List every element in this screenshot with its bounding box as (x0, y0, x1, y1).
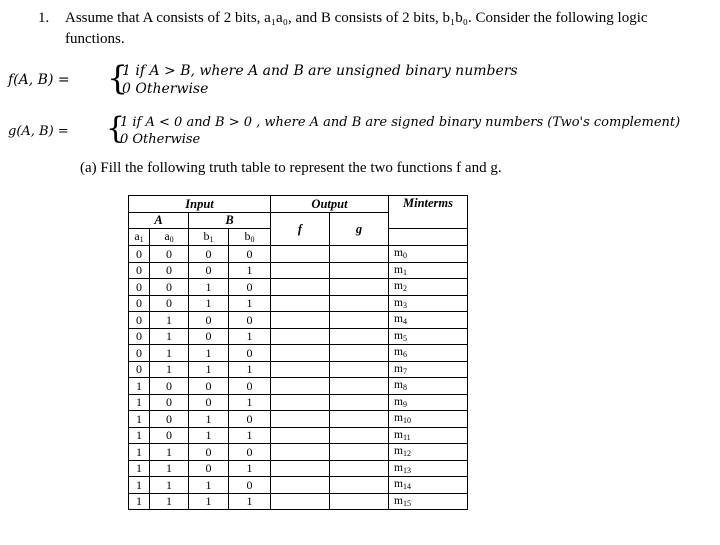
bit-cell-a0: 0 (150, 279, 189, 296)
bit-cell-b0: 0 (229, 378, 271, 395)
bit-cell-a1: 1 (129, 477, 150, 494)
b-group-header: B (189, 212, 271, 229)
minterm-cell: m9 (389, 394, 468, 411)
table-row (129, 394, 468, 411)
bit-column-header-a1: a1 (129, 229, 150, 246)
minterm-cell: m6 (389, 345, 468, 362)
question-body: Assume that A consists of 2 bits, a₁a₀, and B consists of 2 bits, b₁b₀. Consider the following logic functions. (65, 10, 648, 47)
bit-cell-b0: 1 (229, 427, 271, 444)
bit-cell-b1: 0 (189, 394, 229, 411)
bit-cell-b0: 1 (229, 394, 271, 411)
f-output-cell[interactable] (271, 295, 330, 312)
bit-cell-b0: 0 (229, 444, 271, 461)
bit-cell-b1: 1 (189, 295, 229, 312)
bit-cell-a0: 1 (150, 460, 189, 477)
bit-cell-a0: 0 (150, 394, 189, 411)
g-output-cell[interactable] (330, 262, 389, 279)
f-output-cell[interactable] (271, 279, 330, 296)
bit-cell-b0: 0 (229, 345, 271, 362)
minterm-cell: m2 (389, 279, 468, 296)
bit-cell-b0: 0 (229, 312, 271, 329)
g-output-cell[interactable] (330, 345, 389, 362)
bit-cell-a0: 0 (150, 411, 189, 428)
bit-column-header-a0: a0 (150, 229, 189, 246)
bit-cell-b0: 1 (229, 460, 271, 477)
g-case-1: 1 if A < 0 and B > 0 , where A and B are signed binary numbers (Two's complement) (120, 115, 681, 130)
table-row (129, 493, 468, 510)
bit-cell-b0: 1 (229, 262, 271, 279)
bit-cell-b1: 1 (189, 427, 229, 444)
f-output-cell[interactable] (271, 493, 330, 510)
question-text (38, 8, 698, 50)
input-header: Input (129, 196, 271, 213)
bit-cell-a0: 0 (150, 378, 189, 395)
bit-cell-b0: 1 (229, 361, 271, 378)
bit-cell-a1: 1 (129, 444, 150, 461)
bit-cell-a1: 0 (129, 312, 150, 329)
bit-cell-b1: 0 (189, 460, 229, 477)
bit-cell-a0: 0 (150, 246, 189, 263)
g-output-cell[interactable] (330, 411, 389, 428)
f-output-cell[interactable] (271, 378, 330, 395)
bit-cell-a0: 0 (150, 262, 189, 279)
bit-cell-b0: 1 (229, 328, 271, 345)
minterm-header-blank (389, 229, 468, 246)
bit-cell-b0: 0 (229, 246, 271, 263)
table-row (129, 411, 468, 428)
bit-cell-b1: 1 (189, 279, 229, 296)
g-function-definition (8, 112, 708, 152)
f-output-cell[interactable] (271, 394, 330, 411)
bit-cell-b1: 0 (189, 246, 229, 263)
bit-cell-b1: 0 (189, 378, 229, 395)
f-output-cell[interactable] (271, 460, 330, 477)
g-output-cell[interactable] (330, 246, 389, 263)
bit-cell-a0: 1 (150, 477, 189, 494)
f-output-cell[interactable] (271, 411, 330, 428)
f-output-cell[interactable] (271, 328, 330, 345)
table-row (129, 345, 468, 362)
f-brace: { (107, 58, 128, 97)
bit-column-header-b1: b1 (189, 229, 229, 246)
f-column-header: f (271, 212, 330, 246)
table-row (129, 312, 468, 329)
g-output-cell[interactable] (330, 427, 389, 444)
minterm-cell: m8 (389, 378, 468, 395)
bit-cell-a0: 0 (150, 427, 189, 444)
bit-cell-b1: 0 (189, 328, 229, 345)
bit-cell-b1: 1 (189, 345, 229, 362)
bit-cell-b0: 0 (229, 411, 271, 428)
g-function-lhs: g(A, B) = (8, 124, 69, 139)
bit-cell-b0: 1 (229, 295, 271, 312)
f-output-cell[interactable] (271, 312, 330, 329)
g-output-cell[interactable] (330, 394, 389, 411)
table-row (129, 378, 468, 395)
bit-cell-b1: 0 (189, 444, 229, 461)
minterms-header: Minterms (389, 196, 468, 229)
bit-cell-b1: 0 (189, 312, 229, 329)
a-group-header: A (129, 212, 189, 229)
bit-cell-a0: 0 (150, 295, 189, 312)
bit-cell-a1: 0 (129, 246, 150, 263)
g-output-cell[interactable] (330, 460, 389, 477)
bit-cell-a1: 0 (129, 328, 150, 345)
g-brace: { (106, 111, 126, 146)
header-row-1 (129, 196, 468, 213)
minterm-cell: m11 (389, 427, 468, 444)
bit-cell-a0: 1 (150, 312, 189, 329)
g-output-cell[interactable] (330, 312, 389, 329)
bit-cell-a1: 0 (129, 345, 150, 362)
bit-cell-a1: 0 (129, 295, 150, 312)
bit-cell-b0: 1 (229, 493, 271, 510)
table-row (129, 361, 468, 378)
bit-cell-a1: 0 (129, 262, 150, 279)
table-row (129, 262, 468, 279)
bit-cell-b1: 1 (189, 361, 229, 378)
bit-cell-a0: 1 (150, 493, 189, 510)
bit-cell-b0: 0 (229, 477, 271, 494)
bit-cell-a1: 1 (129, 394, 150, 411)
bit-cell-a1: 1 (129, 411, 150, 428)
bit-column-header-b0: b0 (229, 229, 271, 246)
f-function-lhs: f(A, B) = (8, 72, 70, 88)
bit-cell-b1: 1 (189, 477, 229, 494)
f-output-cell[interactable] (271, 477, 330, 494)
g-output-cell[interactable] (330, 295, 389, 312)
minterm-cell: m4 (389, 312, 468, 329)
table-row (129, 427, 468, 444)
part-a-instruction: (a) Fill the following truth table to represent the two functions f and g. (80, 160, 502, 176)
minterm-cell: m0 (389, 246, 468, 263)
f-output-cell[interactable] (271, 444, 330, 461)
f-function-definition (8, 60, 608, 102)
table-row (129, 477, 468, 494)
minterm-cell: m10 (389, 411, 468, 428)
f-output-cell[interactable] (271, 246, 330, 263)
minterm-cell: m7 (389, 361, 468, 378)
bit-cell-b1: 1 (189, 411, 229, 428)
bit-cell-a1: 1 (129, 493, 150, 510)
g-output-cell[interactable] (330, 477, 389, 494)
bit-cell-a0: 1 (150, 444, 189, 461)
f-case-2: 0 Otherwise (122, 81, 209, 97)
bit-cell-a0: 1 (150, 328, 189, 345)
table-row (129, 328, 468, 345)
table-row (129, 460, 468, 477)
minterm-cell: m3 (389, 295, 468, 312)
f-case-1: 1 if A > B, where A and B are unsigned binary numbers (122, 63, 518, 79)
minterm-cell: m1 (389, 262, 468, 279)
bit-cell-a0: 1 (150, 345, 189, 362)
table-row (129, 246, 468, 263)
question-number: 1. (38, 10, 50, 26)
minterm-cell: m12 (389, 444, 468, 461)
bit-cell-a1: 0 (129, 279, 150, 296)
bit-cell-b1: 1 (189, 493, 229, 510)
g-output-cell[interactable] (330, 328, 389, 345)
f-output-cell[interactable] (271, 361, 330, 378)
g-output-cell[interactable] (330, 378, 389, 395)
g-output-cell[interactable] (330, 279, 389, 296)
minterm-cell: m14 (389, 477, 468, 494)
f-output-cell[interactable] (271, 427, 330, 444)
minterm-cell: m5 (389, 328, 468, 345)
g-output-cell[interactable] (330, 361, 389, 378)
bit-cell-b1: 0 (189, 262, 229, 279)
bit-cell-a1: 1 (129, 378, 150, 395)
g-column-header: g (330, 212, 389, 246)
g-output-cell[interactable] (330, 493, 389, 510)
bit-cell-a1: 0 (129, 361, 150, 378)
minterm-cell: m15 (389, 493, 468, 510)
truth-table (128, 195, 468, 510)
g-case-2: 0 Otherwise (120, 132, 201, 147)
output-header: Output (271, 196, 389, 213)
table-row (129, 444, 468, 461)
table-row (129, 295, 468, 312)
bit-cell-a0: 1 (150, 361, 189, 378)
g-output-cell[interactable] (330, 444, 389, 461)
f-output-cell[interactable] (271, 262, 330, 279)
bit-cell-a1: 1 (129, 460, 150, 477)
bit-cell-a1: 1 (129, 427, 150, 444)
minterm-cell: m13 (389, 460, 468, 477)
table-row (129, 279, 468, 296)
bit-cell-b0: 0 (229, 279, 271, 296)
f-output-cell[interactable] (271, 345, 330, 362)
